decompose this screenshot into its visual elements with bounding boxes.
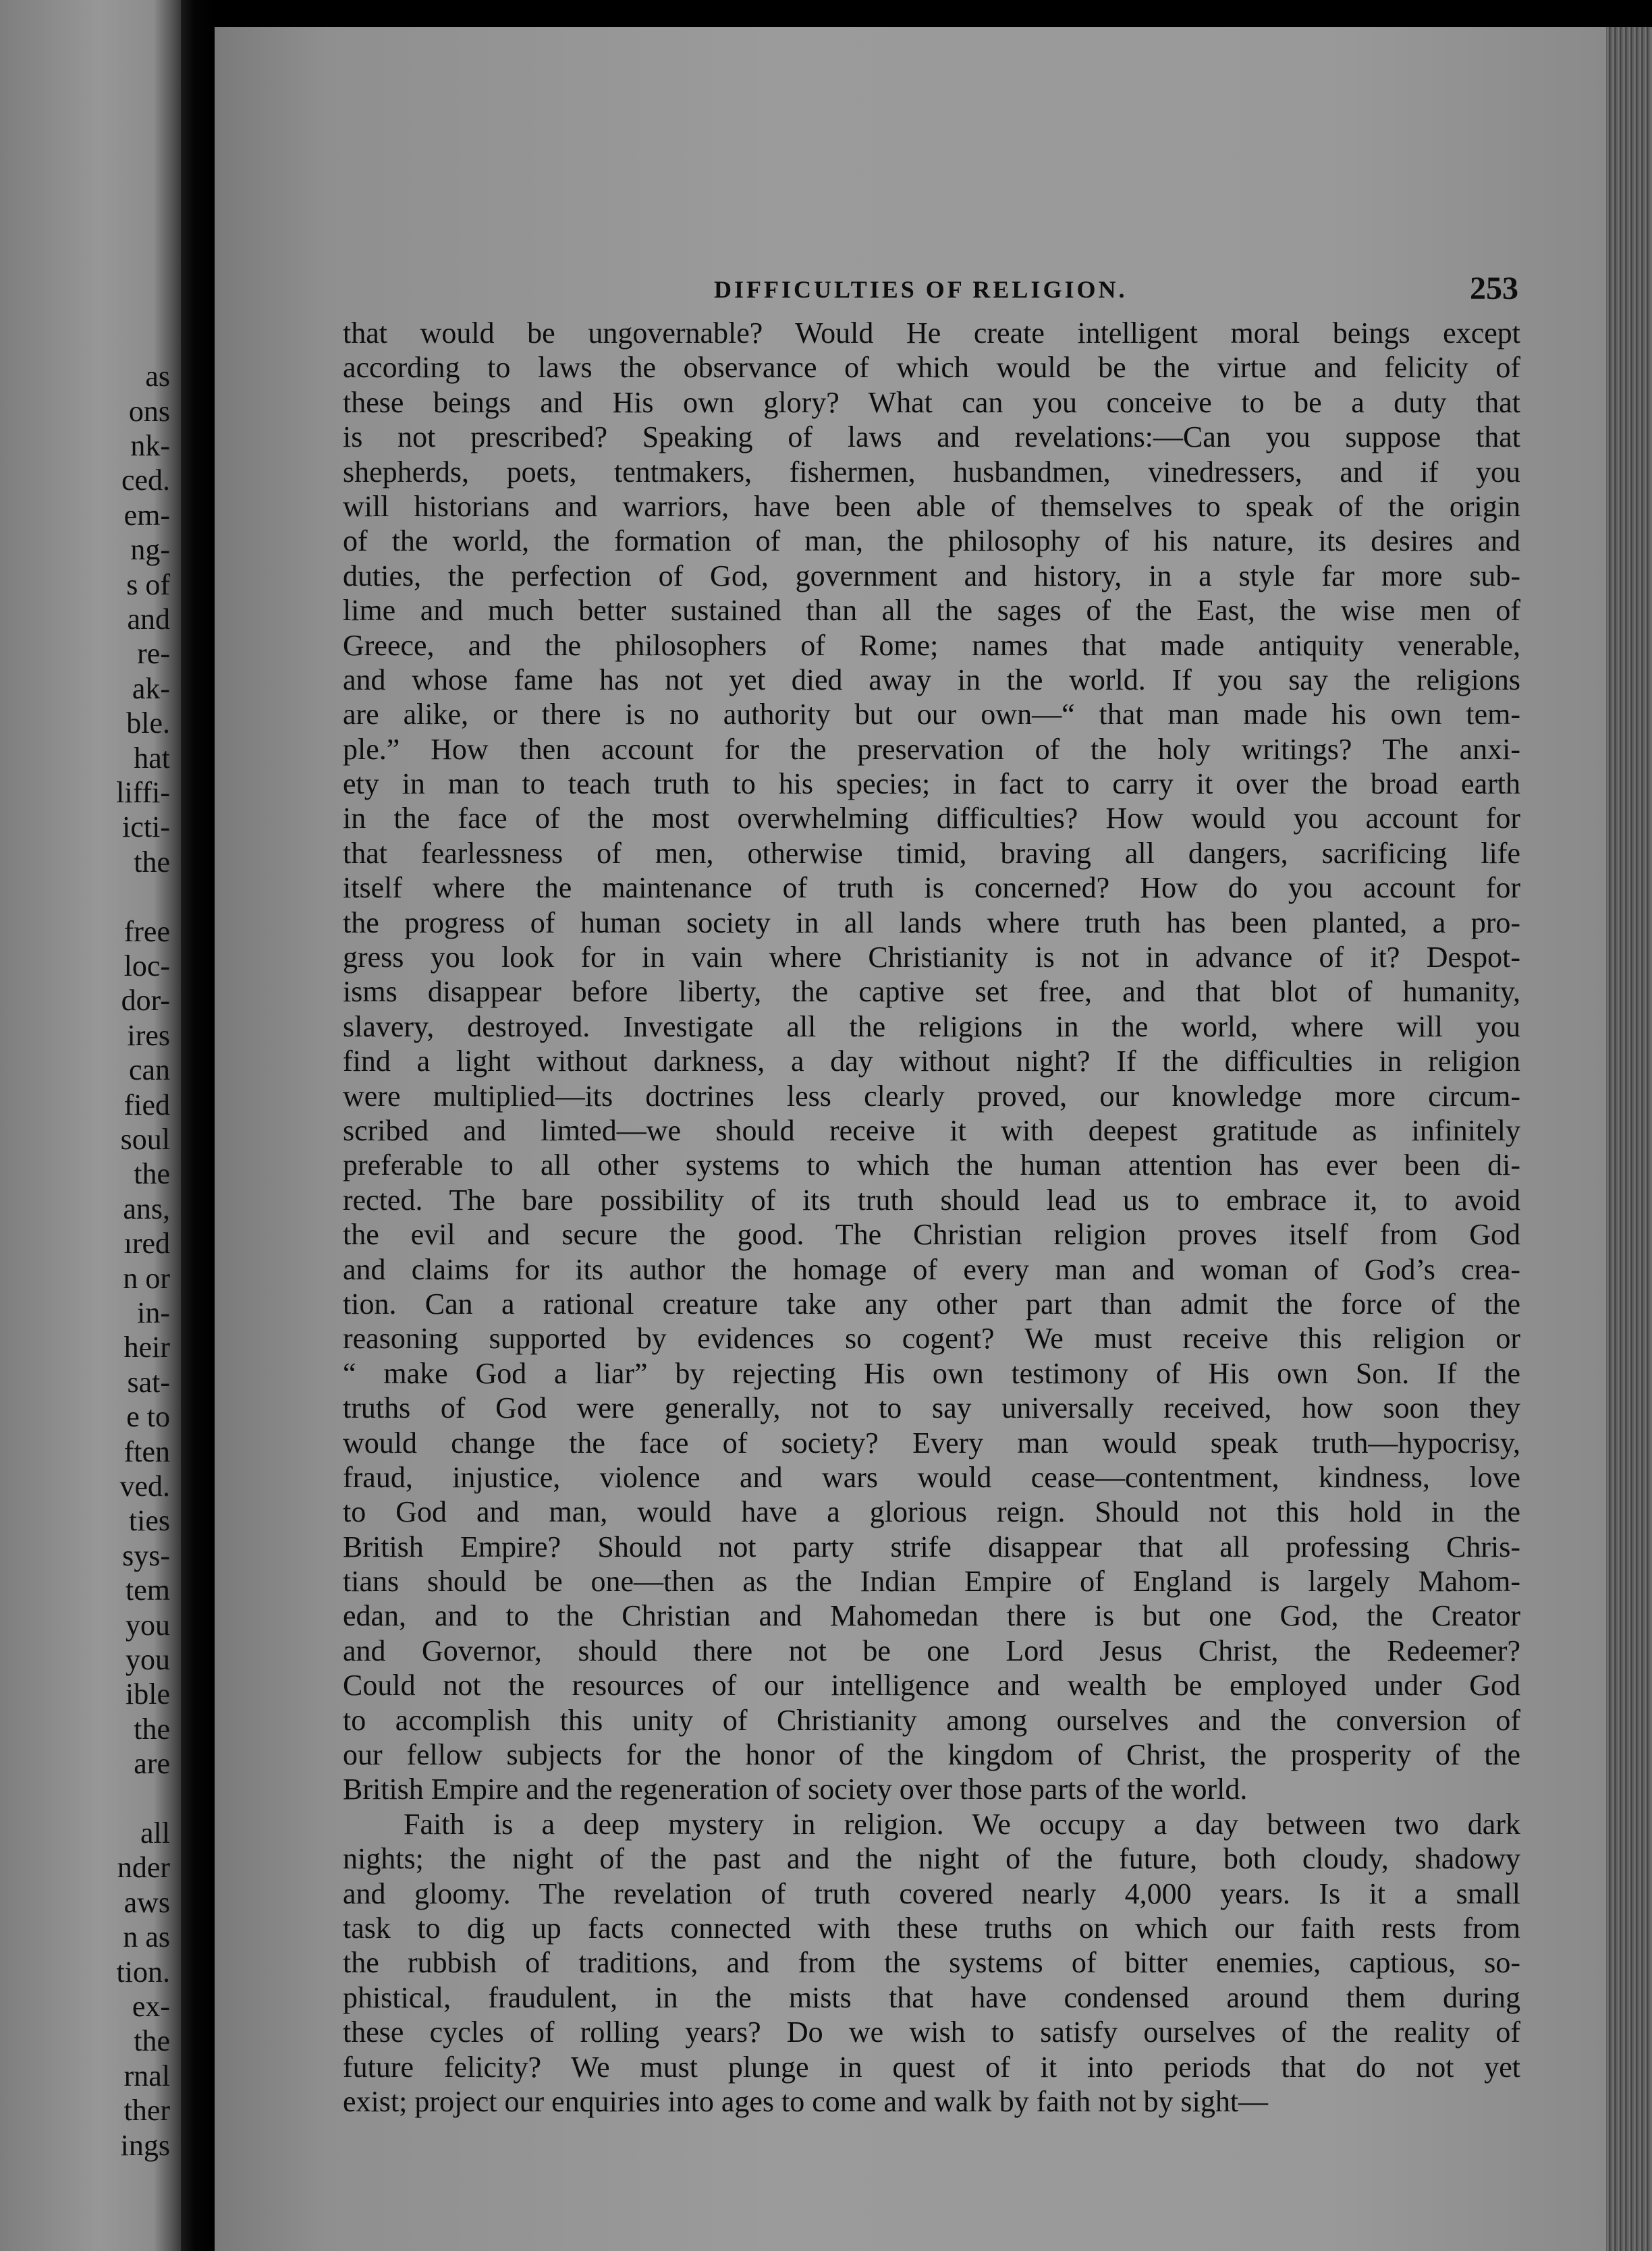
page-number: 253: [1470, 271, 1518, 306]
facing-page-line: tem: [126, 1574, 170, 1607]
facing-page-line: ible: [126, 1677, 170, 1711]
facing-page-line: and: [127, 603, 170, 636]
facing-page-line: the: [134, 845, 170, 879]
text-line: slavery, destroyed. Investigate all the religions in the world, where will you: [343, 1009, 1520, 1043]
facing-page-fragment: [0, 0, 181, 2251]
book-page: [215, 27, 1606, 2251]
text-line: fraud, injustice, violence and wars would cease—contentment, kindness, love: [343, 1460, 1520, 1494]
text-line: isms disappear before liberty, the captive set free, and that blot of humanity,: [343, 975, 1520, 1009]
facing-page-line: s of: [126, 567, 170, 601]
text-line: tion. Can a rational creature take any other part than admit the force of the: [343, 1287, 1520, 1321]
text-line: the progress of human society in all lands where truth has been planted, a pro-: [343, 906, 1520, 939]
text-line: nights; the night of the past and the night of the future, both cloudy, shadowy: [343, 1842, 1520, 1876]
text-line: itself where the maintenance of truth is concerned? How do you account for: [343, 871, 1520, 905]
text-line: Faith is a deep mystery in religion. We occupy a day between two dark: [404, 1807, 1520, 1841]
facing-page-line: as: [145, 360, 170, 393]
facing-page-line: ced.: [121, 464, 170, 497]
text-line: these beings and His own glory? What can you conceive to be a duty that: [343, 385, 1520, 419]
text-line: ple.” How then account for the preservation of the holy writings? The anxi-: [343, 732, 1520, 766]
facing-page-line: ther: [123, 2094, 170, 2128]
facing-page-line: ble.: [126, 706, 170, 740]
facing-page-line: in-: [137, 1296, 170, 1329]
facing-page-line: free: [123, 914, 170, 948]
text-line: future felicity? We must plunge in quest of it into periods that do not yet: [343, 2050, 1520, 2084]
text-line: British Empire? Should not party strife disappear that all professing Chris-: [343, 1530, 1520, 1563]
facing-page-line: em-: [123, 498, 170, 532]
facing-page-line: ak-: [132, 671, 170, 705]
facing-page-line: the: [134, 1157, 170, 1191]
facing-page-line: ties: [128, 1504, 170, 1538]
facing-page-line: e to: [126, 1400, 170, 1434]
text-line: and Governor, should there not be one Lord Jesus Christ, the Redeemer?: [343, 1634, 1520, 1667]
facing-page-line: aws: [123, 1885, 170, 1919]
text-line: our fellow subjects for the honor of the kingdom of Christ, the prosperity of the: [343, 1738, 1520, 1772]
facing-page-line: you: [126, 1608, 170, 1642]
text-line: are alike, or there is no authority but our own—“ that man made his own tem-: [343, 698, 1520, 731]
text-line: of the world, the formation of man, the philosophy of his nature, its desires and: [343, 524, 1520, 558]
facing-page-line: can: [128, 1053, 170, 1087]
facing-page-line: ires: [127, 1018, 170, 1052]
facing-page-line: ng-: [130, 533, 170, 567]
text-line: ety in man to teach truth to his species; in fact to carry it over the broad earth: [343, 767, 1520, 801]
text-line: and gloomy. The revelation of truth covered nearly 4,000 years. Is it a small: [343, 1877, 1520, 1910]
text-line: scribed and limted—we should receive it with deepest gratitude as infinitely: [343, 1113, 1520, 1147]
text-line: truths of God were generally, not to say universally received, how soon they: [343, 1391, 1520, 1425]
text-line: shepherds, poets, tentmakers, fishermen, husbandmen, vinedressers, and if you: [343, 455, 1520, 489]
text-line: to accomplish this unity of Christianity among ourselves and the conversion of: [343, 1703, 1520, 1737]
text-line: and claims for its author the homage of every man and woman of God’s crea-: [343, 1252, 1520, 1286]
text-line: would change the face of society? Every man would speak truth—hypocrisy,: [343, 1426, 1520, 1460]
facing-page-line: the: [134, 1712, 170, 1746]
facing-page-line: ans,: [123, 1192, 170, 1225]
text-line: British Empire and the regeneration of society over those parts of the world.: [343, 1773, 1248, 1806]
facing-page-line: icti-: [122, 810, 170, 844]
text-line: were multiplied—its doctrines less clearly proved, our knowledge more circum-: [343, 1079, 1520, 1113]
facing-page-line: you: [126, 1643, 170, 1676]
facing-page-line: ons: [128, 394, 170, 428]
text-line: edan, and to the Christian and Mahomedan there is but one God, the Creator: [343, 1599, 1520, 1633]
facing-page-line: ved.: [119, 1470, 170, 1503]
facing-page-line: dor-: [121, 984, 170, 1018]
text-line: in the face of the most overwhelming difficulties? How would you account for: [343, 802, 1520, 835]
facing-page-line: tion.: [116, 1955, 170, 1989]
facing-page-line: ings: [120, 2128, 170, 2162]
facing-page-line: fied: [123, 1088, 170, 1121]
text-line: exist; project our enquiries into ages to come and walk by faith not by sight—: [343, 2084, 1269, 2118]
text-line: to God and man, would have a glorious reign. Should not this hold in the: [343, 1495, 1520, 1529]
facing-page-line: nder: [117, 1851, 170, 1885]
text-line: that fearlessness of men, otherwise timid, braving all dangers, sacrificing life: [343, 836, 1520, 870]
running-head: DIFFICULTIES OF RELIGION.: [714, 276, 1128, 303]
text-line: tians should be one—then as the Indian Empire of England is largely Mahom-: [343, 1565, 1520, 1599]
text-line: phistical, fraudulent, in the mists that have condensed around them during: [343, 1980, 1520, 2014]
facing-page-line: heir: [123, 1331, 170, 1364]
facing-page-line: liffi-: [116, 776, 170, 809]
facing-page-line: are: [134, 1747, 170, 1781]
facing-page-line: loc-: [123, 949, 170, 982]
facing-page-line: ften: [123, 1435, 170, 1468]
text-line: is not prescribed? Speaking of laws and revelations:—Can you suppose that: [343, 420, 1520, 454]
facing-page-line: ex-: [132, 1990, 170, 2023]
text-line: reasoning supported by evidences so cogent? We must receive this religion or: [343, 1322, 1520, 1356]
text-line: that would be ungovernable? Would He create intelligent moral beings except: [343, 316, 1520, 350]
facing-page-line: re-: [137, 637, 170, 671]
text-line: the rubbish of traditions, and from the systems of bitter enemies, captious, so-: [343, 1946, 1520, 1980]
facing-page-line: all: [140, 1816, 170, 1850]
facing-page-line: n as: [123, 1920, 170, 1954]
text-line: and whose fame has not yet died away in the world. If you say the religions: [343, 663, 1520, 696]
facing-page-line: hat: [134, 741, 170, 775]
text-line: rected. The bare possibility of its truth should lead us to embrace it, to avoid: [343, 1183, 1520, 1217]
text-line: duties, the perfection of God, government and history, in a style far more sub-: [343, 559, 1520, 592]
facing-page-line: the: [134, 2024, 170, 2058]
text-line: task to dig up facts connected with these truths on which our faith rests from: [343, 1911, 1520, 1945]
text-line: Greece, and the philosophers of Rome; names that made antiquity venerable,: [343, 628, 1520, 662]
text-line: according to laws the observance of which would be the virtue and felicity of: [343, 351, 1520, 385]
facing-page-line: n or: [123, 1261, 170, 1295]
page-edges: [1606, 27, 1652, 2251]
text-line: preferable to all other systems to which the human attention has ever been di-: [343, 1148, 1520, 1182]
text-line: will historians and warriors, have been able of themselves to speak of the origin: [343, 489, 1520, 523]
facing-page-line: soul: [120, 1123, 170, 1156]
text-line: lime and much better sustained than all the sages of the East, the wise men of: [343, 594, 1520, 628]
facing-page-line: sys-: [122, 1538, 170, 1572]
page-header: [215, 271, 1606, 316]
facing-page-line: ıred: [123, 1227, 170, 1260]
book-gutter: [181, 0, 215, 2251]
text-line: gress you look for in vain where Christianity is not in advance of it? Despot-: [343, 941, 1520, 974]
body-text: [343, 316, 1520, 2119]
text-line: find a light without darkness, a day without night? If the difficulties in religion: [343, 1045, 1520, 1078]
text-line: these cycles of rolling years? Do we wish to satisfy ourselves of the reality of: [343, 2016, 1520, 2049]
facing-page-line: nk-: [130, 429, 170, 462]
text-line: Could not the resources of our intelligence and wealth be employed under God: [343, 1669, 1520, 1702]
facing-page-line: rnal: [123, 2059, 170, 2092]
facing-page-line: sat-: [127, 1365, 170, 1399]
text-line: the evil and secure the good. The Christian religion proves itself from God: [343, 1218, 1520, 1252]
text-line: “ make God a liar” by rejecting His own testimony of His own Son. If the: [343, 1356, 1520, 1390]
